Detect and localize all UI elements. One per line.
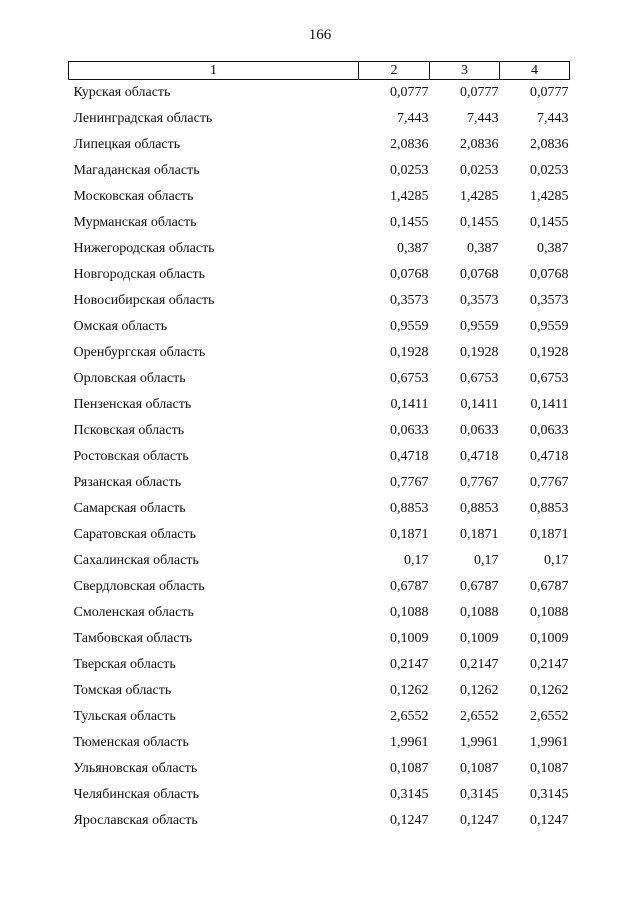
value-col-2-cell: 0,17 [404,553,429,568]
value-col-2-cell: 0,0633 [390,423,429,438]
table-header [69,62,570,80]
table-row [69,340,570,366]
table-row [69,418,570,444]
value-col-4-cell: 0,8853 [530,501,569,516]
value-col-2-cell: 2,0836 [390,137,429,152]
region-name-cell: Сахалинская область [73,553,199,568]
region-name-cell: Магаданская область [73,163,200,178]
table-row [69,184,570,210]
table-row [69,236,570,262]
value-col-3-cell: 0,7767 [460,475,499,490]
region-name-cell: Курская область [73,85,171,100]
region-name-cell: Омская область [73,319,168,334]
header-col-2: 2 [359,62,430,80]
value-col-4-cell: 0,4718 [530,449,569,464]
region-name-cell: Саратовская область [73,527,197,542]
table-row [69,132,570,158]
value-col-2-cell: 0,387 [397,241,429,256]
value-col-2-cell: 0,3573 [390,293,429,308]
value-col-2-cell: 0,1009 [390,631,429,646]
value-col-2-cell: 0,6753 [390,371,429,386]
region-name-cell: Тверская область [73,657,176,672]
table-row [69,366,570,392]
value-col-4-cell: 0,0777 [530,85,569,100]
region-name-cell: Тульская область [73,709,176,724]
table-row [69,314,570,340]
value-col-3-cell: 0,8853 [460,501,499,516]
region-name-cell: Московская область [73,189,194,204]
value-col-3-cell: 0,1871 [460,527,499,542]
table-body [69,80,570,835]
value-col-4-cell: 0,0633 [530,423,569,438]
region-name-cell: Оренбургская область [73,345,206,360]
value-col-2-cell: 7,443 [397,111,429,126]
table-row [69,158,570,184]
value-col-3-cell: 0,1455 [460,215,499,230]
value-col-4-cell: 0,1411 [530,397,569,412]
value-col-3-cell: 0,17 [474,553,499,568]
value-col-4-cell: 0,0768 [530,267,569,282]
region-name-cell: Самарская область [73,501,186,516]
table-row [69,470,570,496]
region-name-cell: Челябинская область [73,787,199,802]
page-number: 166 [308,27,332,43]
value-col-3-cell: 0,1247 [460,813,499,828]
value-col-2-cell: 0,6787 [390,579,429,594]
region-name-cell: Смоленская область [73,605,194,620]
value-col-3-cell: 1,4285 [460,189,499,204]
region-name-cell: Ростовская область [73,449,189,464]
table-row [69,808,570,834]
value-col-2-cell: 0,1871 [390,527,429,542]
table-row [69,210,570,236]
table-row [69,730,570,756]
value-col-3-cell: 0,6753 [460,371,499,386]
value-col-2-cell: 0,0253 [390,163,429,178]
region-name-cell: Свердловская область [73,579,205,594]
header-row [69,62,570,80]
value-col-2-cell: 0,1455 [390,215,429,230]
value-col-4-cell: 7,443 [537,111,569,126]
table-row [69,444,570,470]
table-row [69,756,570,782]
value-col-4-cell: 0,1247 [530,813,569,828]
region-name-cell: Липецкая область [73,137,181,152]
value-col-4-cell: 0,1088 [530,605,569,620]
table-row [69,288,570,314]
header-col-4: 4 [500,62,570,80]
table-row [69,704,570,730]
value-col-4-cell: 0,0253 [530,163,569,178]
value-col-4-cell: 0,3573 [530,293,569,308]
value-col-2-cell: 0,1928 [390,345,429,360]
value-col-2-cell: 2,6552 [390,709,429,724]
value-col-4-cell: 0,1455 [530,215,569,230]
region-name-cell: Ярославская область [73,813,198,828]
value-col-4-cell: 0,1009 [530,631,569,646]
region-name-cell: Томская область [73,683,172,698]
value-col-4-cell: 1,4285 [530,189,569,204]
value-col-4-cell: 0,7767 [530,475,569,490]
value-col-4-cell: 0,1262 [530,683,569,698]
value-col-4-cell: 0,1928 [530,345,569,360]
value-col-3-cell: 7,443 [467,111,499,126]
region-name-cell: Орловская область [73,371,186,386]
value-col-3-cell: 0,0768 [460,267,499,282]
value-col-4-cell: 0,1871 [530,527,569,542]
table-row [69,496,570,522]
data-table [68,61,570,834]
value-col-4-cell: 0,2147 [530,657,569,672]
value-col-4-cell: 1,9961 [530,735,569,750]
value-col-2-cell: 1,9961 [390,735,429,750]
value-col-4-cell: 0,1087 [530,761,569,776]
value-col-2-cell: 0,2147 [390,657,429,672]
value-col-2-cell: 0,1087 [390,761,429,776]
value-col-3-cell: 0,0777 [460,85,499,100]
table-row [69,262,570,288]
value-col-3-cell: 2,0836 [460,137,499,152]
value-col-2-cell: 0,9559 [390,319,429,334]
value-col-3-cell: 0,1928 [460,345,499,360]
value-col-3-cell: 0,2147 [460,657,499,672]
value-col-2-cell: 0,1247 [390,813,429,828]
value-col-2-cell: 0,3145 [390,787,429,802]
value-col-2-cell: 0,1262 [390,683,429,698]
value-col-3-cell: 0,6787 [460,579,499,594]
table-row [69,678,570,704]
region-name-cell: Новосибирская область [73,293,215,308]
table-row [69,652,570,678]
table-row [69,574,570,600]
value-col-2-cell: 0,1411 [390,397,429,412]
value-col-3-cell: 0,387 [467,241,499,256]
table-row [69,80,570,107]
value-col-3-cell: 0,0253 [460,163,499,178]
value-col-2-cell: 0,0777 [390,85,429,100]
value-col-3-cell: 0,1009 [460,631,499,646]
value-col-3-cell: 0,3573 [460,293,499,308]
value-col-2-cell: 1,4285 [390,189,429,204]
value-col-4-cell: 0,6787 [530,579,569,594]
region-name-cell: Рязанская область [73,475,182,490]
region-name-cell: Тюменская область [73,735,189,750]
region-name-cell: Нижегородская область [73,241,215,256]
region-name-cell: Ленинградская область [73,111,213,126]
value-col-3-cell: 1,9961 [460,735,499,750]
header-col-3: 3 [430,62,500,80]
value-col-4-cell: 0,9559 [530,319,569,334]
value-col-3-cell: 0,1411 [460,397,499,412]
value-col-3-cell: 0,1087 [460,761,499,776]
value-col-2-cell: 0,1088 [390,605,429,620]
header-col-1: 1 [69,62,359,80]
region-name-cell: Новгородская область [73,267,205,282]
table-row [69,548,570,574]
value-col-3-cell: 0,1262 [460,683,499,698]
value-col-4-cell: 0,387 [537,241,569,256]
region-name-cell: Мурманская область [73,215,197,230]
value-col-2-cell: 0,0768 [390,267,429,282]
table-row [69,600,570,626]
table-row [69,522,570,548]
value-col-4-cell: 0,3145 [530,787,569,802]
value-col-3-cell: 0,4718 [460,449,499,464]
value-col-3-cell: 2,6552 [460,709,499,724]
value-col-3-cell: 0,0633 [460,423,499,438]
region-name-cell: Псковская область [73,423,185,438]
region-name-cell: Пензенская область [73,397,192,412]
value-col-4-cell: 2,0836 [530,137,569,152]
table-row [69,782,570,808]
value-col-4-cell: 0,17 [544,553,569,568]
region-name-cell: Тамбовская область [73,631,193,646]
value-col-4-cell: 2,6552 [530,709,569,724]
value-col-3-cell: 0,1088 [460,605,499,620]
value-col-2-cell: 0,7767 [390,475,429,490]
table-row [69,392,570,418]
value-col-4-cell: 0,6753 [530,371,569,386]
region-name-cell: Ульяновская область [73,761,198,776]
table-row [69,106,570,132]
value-col-2-cell: 0,8853 [390,501,429,516]
value-col-3-cell: 0,9559 [460,319,499,334]
value-col-2-cell: 0,4718 [390,449,429,464]
value-col-3-cell: 0,3145 [460,787,499,802]
table-row [69,626,570,652]
